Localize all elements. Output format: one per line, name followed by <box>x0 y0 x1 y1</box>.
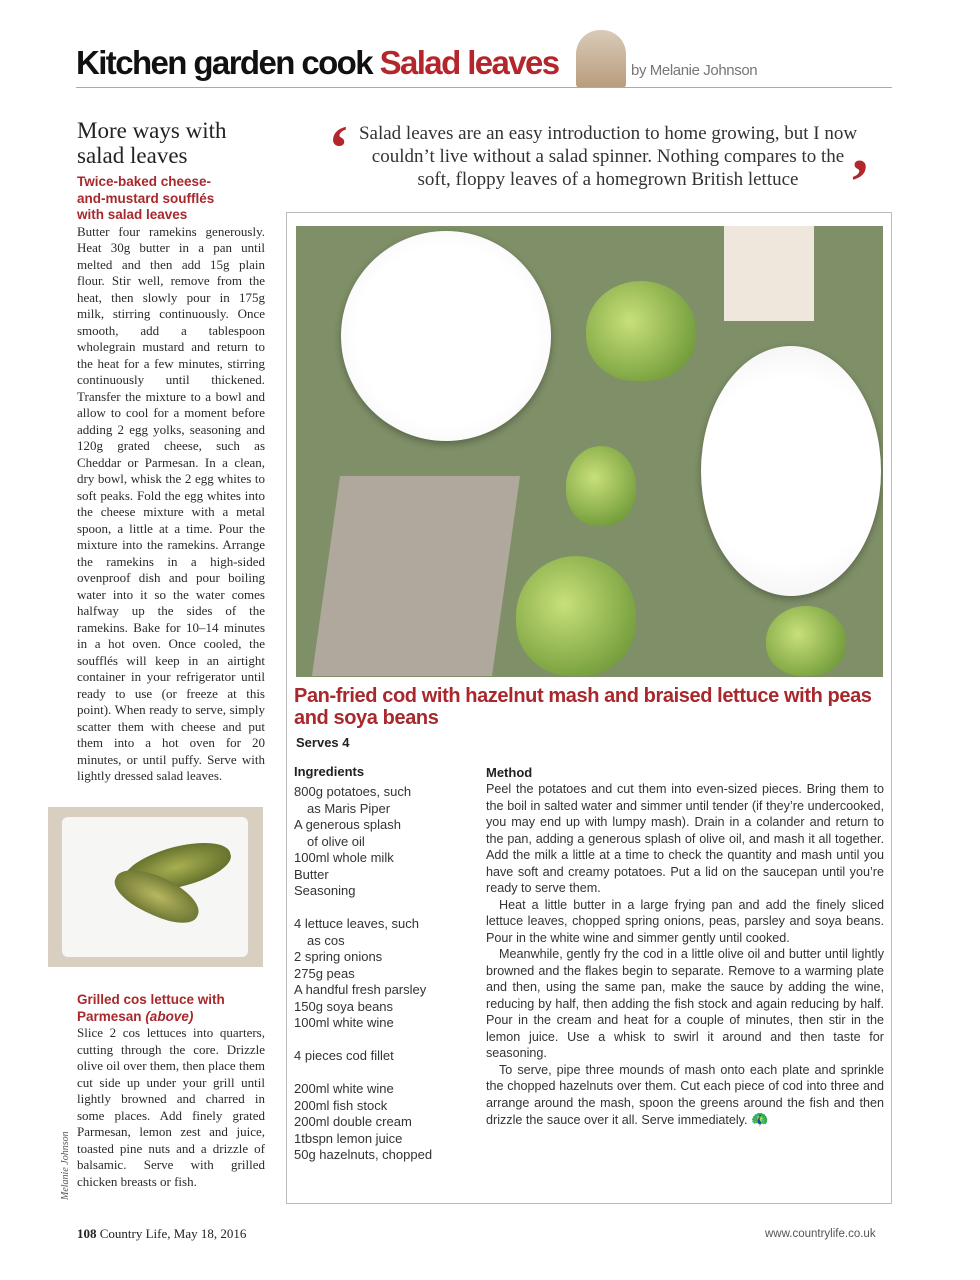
section-name: Kitchen garden cook <box>76 44 372 81</box>
sidebar-recipe-1 <box>77 174 265 785</box>
ingredient-line: 100ml white wine <box>294 1015 394 1030</box>
header-rule <box>76 87 892 88</box>
recipe-photo <box>296 226 883 677</box>
method-text <box>486 781 884 1129</box>
ingredient-line: 200ml double cream <box>294 1114 412 1129</box>
serves: Serves 4 <box>296 735 350 750</box>
ingredient-line: 4 lettuce leaves, such <box>294 916 420 931</box>
sidebar-recipe-2-text: Slice 2 cos lettuces into quarters, cutting through the core. Drizzle olive oil over them, then place them cut side up under your grill until lightly browned and charred in some places. Add finely grated Parmesan, lemon zest and juice, toasted pine nuts and a drizzle of balsamic. Serve with grilled chicken breasts or fish. <box>77 1025 265 1189</box>
sidebar-recipe-2-title: Grilled cos lettuce with Parmesan (above) <box>77 992 225 1024</box>
ingredient-line: 800g potatoes, such <box>294 784 412 799</box>
ingredient-group <box>294 1048 464 1065</box>
ingredient-line: 150g soya beans <box>294 998 394 1014</box>
author-photo <box>576 30 626 88</box>
ingredient-group <box>294 916 464 1032</box>
ingredient-line: 1tbspn lemon juice <box>294 1130 403 1146</box>
recipe-title: Pan-fried cod with hazelnut mash and braised lettuce with peas and soya beans <box>294 685 872 729</box>
sidebar-recipe-1-text: Butter four ramekins generously. Heat 30g butter in a pan until melted and then add 15g plain flour. Stir well, remove from the heat, then slowly pour in 175g milk, stirring continuously. Once smooth, add a tablespoon wholegrain mustard and return to the heat for a few minutes, stirring continuously until thickened. Transfer the mixture to a bowl and allow to cool for a moment before adding 2 egg yolks, seasoning and 120g grated cheese, such as Cheddar or Parmesan. In a clean, dry bowl, whisk the 2 egg whites to soft peaks. Fold the egg whites into the cheese mixture with a metal spoon, a little at a time. Pour the mixture into the ramekins. Arrange the ramekins in a high-sided ovenproof dish and pour boiling water into it so the water comes halfway up the sides of the ramekins. Bake for 10–14 minutes in a hot oven. Once cooled, the soufflés will keep in an airtight container in your refrigerator until ready to use (or freeze at this point). When ready to serve, simply scatter them with cheese and put them into a hot oven for 20 minutes, or until puffy. Serve with lightly dressed salad leaves. <box>77 223 265 783</box>
section-title <box>76 44 559 82</box>
ingredient-line: 200ml fish stock <box>294 1097 388 1113</box>
topic-name: Salad leaves <box>379 44 559 81</box>
ingredient-line: as cos <box>307 932 345 948</box>
ingredient-line: 275g peas <box>294 965 355 981</box>
ingredient-line: as Maris Piper <box>307 800 391 816</box>
peacock-end-icon: 🦚 <box>751 1111 769 1127</box>
sidebar-heading: More ways with salad leaves <box>77 118 227 168</box>
ingredients-list <box>294 784 464 1180</box>
open-quote-mark: ‘ <box>328 112 350 183</box>
byline: by Melanie Johnson <box>631 62 758 79</box>
ingredient-line: 2 spring onions <box>294 949 383 964</box>
close-quote-mark: ’ <box>849 146 871 217</box>
ingredient-group <box>294 784 464 900</box>
ingredient-line: A generous splash <box>294 817 401 832</box>
footer-folio: 108 Country Life, May 18, 2016 <box>77 1226 247 1241</box>
ingredient-line: 50g hazelnuts, chopped <box>294 1147 433 1162</box>
ingredient-line: 200ml white wine <box>294 1081 394 1096</box>
method-step: Meanwhile, gently fry the cod in a little olive oil and butter until lightly browned and the flakes begin to separate. Remove to a warming plate and then, using the same pan, make the sauce by adding the wine, reducing by half, then adding the fish stock and again reducing by half. Pour in the cream and heat for a couple of minutes, then stir in the lemon juice. Use a whisk to swirl it around and then taste for seasoning. <box>486 947 884 1060</box>
ingredient-line: A handful fresh parsley <box>294 982 427 997</box>
ingredient-line: 4 pieces cod fillet <box>294 1048 394 1063</box>
method-step: Peel the potatoes and cut them into even-sized pieces. Bring them to the boil in salted water and simmer until tender (if they’re undercooked, you may end up with lumpy mash). Drain in a colander and return to the pan, adding a generous splash of olive oil, and mash it all together. Add the milk a little at a time to check the quantity and mash until you have soft and creamy potatoes. Put a lid on the saucepan until you’re ready to serve them. <box>486 782 884 895</box>
grilled-cos-photo <box>48 807 263 967</box>
ingredient-group <box>294 1081 464 1164</box>
footer-url: www.countrylife.co.uk <box>765 1228 876 1240</box>
method-step: Heat a little butter in a large frying pan and add the finely sliced lettuce leaves, chopped spring onions, peas, parsley and soya beans. Pour in the white wine and simmer gently until cooked. <box>486 897 884 945</box>
pull-quote: Salad leaves are an easy introduction to home growing, but I now couldn’t live without a salad spinner. Nothing compares to the soft, floppy leaves of a homegrown British lettuce <box>358 123 858 190</box>
sidebar-recipe-1-title: Twice-baked cheese-and-mustard soufflés with salad leaves <box>77 174 215 222</box>
ingredient-line: of olive oil <box>307 833 365 849</box>
ingredient-line: Seasoning <box>294 883 356 898</box>
ingredient-line: 100ml whole milk <box>294 850 394 865</box>
method-step: To serve, pipe three mounds of mash onto each plate and sprinkle the chopped hazelnuts over them. Cut each piece of cod into three and arrange around the mash, spoon the greens around the fish and then drizzle the sauce over it all. Serve immediately. 🦚 <box>486 1062 884 1127</box>
ingredients-heading: Ingredients <box>294 764 365 779</box>
ingredient-line: Butter <box>294 866 329 882</box>
sidebar-recipe-2 <box>77 992 265 1190</box>
method-heading: Method <box>486 765 533 780</box>
photo-credit: Melanie Johnson <box>60 1131 71 1200</box>
